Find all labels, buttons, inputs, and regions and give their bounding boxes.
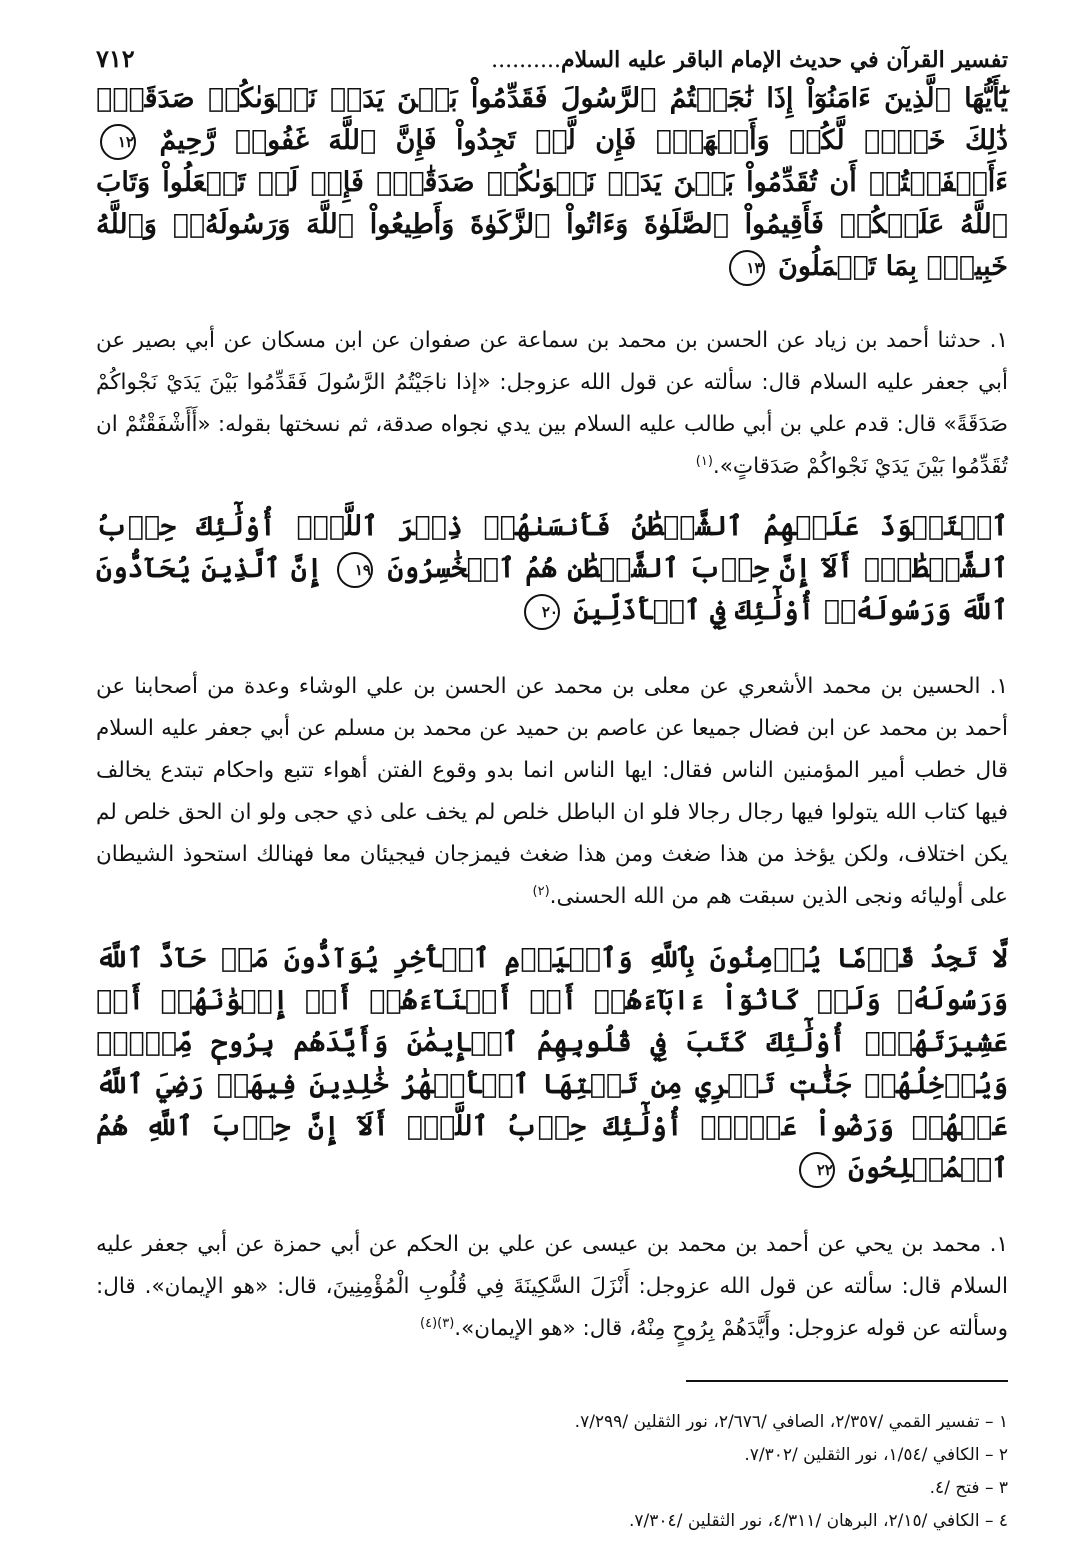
quran-verse-block [96, 78, 1008, 288]
verse-text: يَٰٓأَيُّهَا ٱلَّذِينَ ءَامَنُوٓاْ إِذَا نَٰجَيۡتُمُ ٱلرَّسُولَ فَقَدِّمُواْ بَيۡنَ يَدَيۡ نَجۡوَىٰكُمۡ صَدَقَةٗۚ ذَٰلِكَ خَيۡرٞ لَّكُمۡ وَأَطۡهَرُۚ فَإِن لَّمۡ تَجِدُواْ فَإِنَّ ٱللَّهَ غَفُورٞ رَّحِيمٌ [96, 83, 1008, 156]
footnote-ref: (٤) [420, 1315, 438, 1331]
verse-text: لَّا تَجِدُ قَوۡمٗا يُؤۡمِنُونَ بِٱللَّهِ وَٱلۡيَوۡمِ ٱلۡأٓخِرِ يُوَآدُّونَ مَنۡ حَآدَّ ٱللَّهَ وَرَسُولَهُۥ وَلَوۡ كَانُوٓاْ ءَابَآءَهُمۡ أَوۡ أَبۡنَآءَهُمۡ أَوۡ إِخۡوَٰنَهُمۡ أَوۡ عَشِيرَتَهُمۡۚ أُوْلَٰٓئِكَ كَتَبَ فِي قُلُوبِهِمُ ٱلۡإِيمَٰنَ وَأَيَّدَهُم بِرُوحٖ مِّنۡهُۖ وَيُدۡخِلُهُمۡ جَنَّٰتٖ تَجۡرِي مِن تَحۡتِهَا ٱلۡأَنۡهَٰرُ خَٰلِدِينَ فِيهَاۚ رَضِيَ ٱللَّهُ عَنۡهُمۡ وَرَضُواْ عَنۡهُۚ أُوْلَٰٓئِكَ حِزۡبُ ٱللَّهِۚ أَلَآ إِنَّ حِزۡبَ ٱللَّهِ هُمُ ٱلۡمُفۡلِحُونَ [96, 943, 1008, 1184]
ayah-number-marker: ٢٠ [524, 594, 560, 630]
hadith-paragraph [96, 1224, 1008, 1350]
hadith-paragraph [96, 320, 1008, 488]
header-dots: .......... [491, 48, 562, 73]
ayah-number-marker: ٢٢ [799, 1152, 835, 1188]
footnote-ref: (١) [695, 453, 713, 469]
hadith-text: ١. الحسين بن محمد الأشعري عن معلى بن محمد عن الحسن بن علي الوشاء وعدة من أصحابنا عن أحمد بن محمد عن ابن فضال جميعا عن عاصم بن حميد عن محمد بن مسلم عن أبي جعفر عليه السلام قال خطب أمير المؤمنين الناس فقال: ايها الناس انما بدو وقوع الفتن أهواء تتبع واحكام تبتدع يخالف فيها كتاب الله يتولوا فيها رجال رجالا فلو ان الباطل خلص لم يخف على ذي حجى ولو ان الحق خلص لم يكن اختلاف، ولكن يؤخذ من هذا ضغث ومن هذا ضغث فيمزجان فيجيئان معا فهنالك استحوذ الشيطان على أوليائه ونجى الذين سبقت هم من الله الحسنى. [96, 674, 1008, 909]
running-title: تفسير القرآن في حديث الإمام الباقر عليه السلام [561, 47, 1008, 73]
footnotes [96, 1406, 1008, 1538]
footnote-item: ٣ – فتح /٤. [929, 1478, 1008, 1498]
verse-text: ٱسۡتَحۡوَذَ عَلَيۡهِمُ ٱلشَّيۡطَٰنُ فَأَنسَىٰهُمۡ ذِكۡرَ ٱللَّهِۚ أُوْلَٰٓئِكَ حِزۡبُ ٱلشَّيۡطَٰنِۚ أَلَآ إِنَّ حِزۡبَ ٱلشَّيۡطَٰنِ هُمُ ٱلۡخَٰسِرُونَ [96, 511, 1009, 584]
quran-verse-block [96, 938, 1008, 1190]
verse-text: إِنَّ ٱلَّذِينَ يُحَآدُّونَ ٱللَّهَ وَرَسُولَهُۥٓ أُوْلَٰٓئِكَ فِي ٱلۡأَذَلِّينَ [96, 553, 1008, 626]
hadith-text: ١. حدثنا أحمد بن زياد عن الحسن بن محمد بن سماعة عن صفوان عن ابن مسكان عن أبي بصير عن أبي جعفر عليه السلام قال: سألته عن قول الله عزوجل: «إذا ناجَيْتُمُ الرَّسُولَ فَقَدِّمُوا بَيْنَ يَدَيْ نَجْواكُمْ صَدَقَةً» قال: قدم علي بن أبي طالب عليه السلام بين يدي نجواه صدقة، ثم نسختها بقوله: «أَأَشْفَقْتُمْ ان تُقَدِّمُوا بَيْنَ يَدَيْ نَجْواكُمْ صَدَقاتٍ». [96, 328, 1008, 479]
footnote-separator [686, 1380, 1008, 1382]
footnote-ref: (٢) [532, 883, 550, 899]
footnote-item: ٤ – الكافي /٢/١٥، البرهان /٤/٣١١، نور الثقلين /٧/٣٠٤. [629, 1511, 1008, 1531]
quran-verse-block [96, 506, 1008, 632]
footnote-item: ٢ – الكافي /١/٥٤، نور الثقلين /٧/٣٠٢. [744, 1445, 1008, 1465]
page-number: ٧١٢ [96, 44, 135, 73]
footnote-ref: (٣) [437, 1315, 455, 1331]
ayah-number-marker: ١٩ [337, 552, 373, 588]
hadith-paragraph [96, 666, 1008, 918]
book-page [96, 46, 1008, 1538]
ayah-number-marker: ١٣ [729, 250, 765, 286]
ayah-number-marker: ١٢ [100, 124, 136, 160]
hadith-text: ١. محمد بن يحي عن أحمد بن محمد بن عيسى عن علي بن الحكم عن أبي حمزة عن أبي جعفر عليه السلام قال: سألته عن قول الله عزوجل: أَنْزَلَ السَّكِينَةَ فِي قُلُوبِ الْمُؤْمِنِينَ، قال: «هو الإيمان». قال: وسألته عن قوله عزوجل: وأَيَّدَهُمْ بِرُوحٍ مِنْهُ، قال: «هو الإيمان». [96, 1232, 1008, 1341]
footnote-item: ١ – تفسير القمي /٢/٣٥٧، الصافي /٢/٦٧٦، نور الثقلين /٧/٢٩٩. [574, 1412, 1008, 1432]
running-header [96, 46, 1008, 76]
verse-text: ءَأَشۡفَقۡتُمۡ أَن تُقَدِّمُواْ بَيۡنَ يَدَيۡ نَجۡوَىٰكُمۡ صَدَقَٰتٖۚ فَإِذۡ لَمۡ تَفۡعَلُواْ وَتَابَ ٱللَّهُ عَلَيۡكُمۡ فَأَقِيمُواْ ٱلصَّلَوٰةَ وَءَاتُواْ ٱلزَّكَوٰةَ وَأَطِيعُواْ ٱللَّهَ وَرَسُولَهُۥۚ وَٱللَّهُ خَبِيرُۢ بِمَا تَعۡمَلُونَ [96, 167, 1008, 282]
